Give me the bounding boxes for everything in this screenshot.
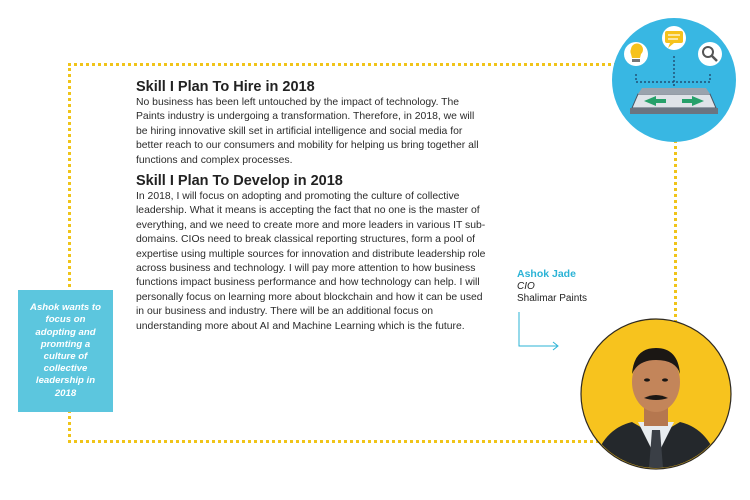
- section-heading-hire: Skill I Plan To Hire in 2018: [136, 79, 315, 95]
- monitor-icon: [630, 88, 718, 114]
- person-title: CIO: [517, 280, 535, 292]
- pull-quote: [18, 290, 113, 412]
- person-info: [517, 268, 587, 306]
- person-company: Shalimar Paints: [517, 293, 588, 304]
- section-heading-develop: Skill I Plan To Develop in 2018: [136, 173, 343, 190]
- section-body-develop: In 2018, I will focus on adopting and promoting the culture of collective leadership. What it means is accepting the fact that no one is the master of everything, and we need to create more and more leaders in various IT sub-domains. CIOs need to break classical reporting structures, form a pool of expertise using multiple sources for innovation and distribute leadership role across business and technology. I will pay more attention to how business functions impact business performance and how technology can help. I will personally focus on learning more about blockchain and how it can be used in our business and industry. There will be an additional focus on understanding more about AI and Machine Learning which is the future.: [136, 191, 486, 332]
- lightbulb-icon: [624, 42, 648, 66]
- chat-bubble-icon: [662, 26, 686, 50]
- person-name: Ashok Jade: [517, 268, 576, 280]
- section-body-hire: No business has been left untouched by the impact of technology. The Paints industry is undergoing a transformation. Therefore, in 2018, we will be hiring innovative skill set in artificial intelligence and social media for better reach to our consumers and mobility for helping us bring together all functions and complex processes.: [136, 97, 479, 166]
- portrait-avatar: [580, 318, 732, 470]
- ideas-icon-cluster: [610, 16, 738, 144]
- article-body: [136, 78, 486, 338]
- pull-quote-text: Ashok wants to focus on adopting and promting a culture of collective leadership in 2018: [30, 302, 101, 399]
- magnifier-icon: [698, 42, 722, 66]
- pointer-arrow-icon: [517, 312, 567, 352]
